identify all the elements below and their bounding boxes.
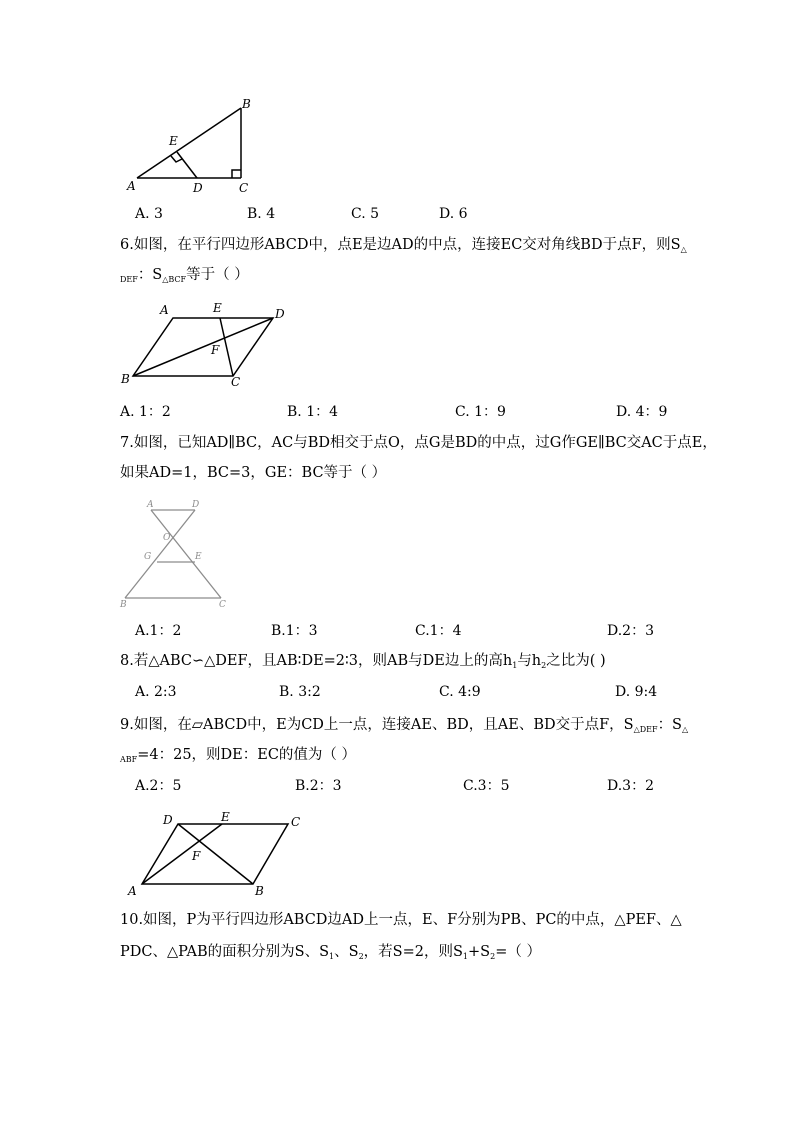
q6-stem-line2: $_{DEF}$：$S_{\triangle BCF}$等于（ ） — [120, 267, 249, 284]
q7-label-b: B — [120, 600, 127, 610]
q7-label-g: G — [144, 552, 152, 562]
q7-option-c[interactable]: C.1：4 — [415, 623, 462, 639]
q6-option-b[interactable]: B. 1：4 — [287, 404, 339, 420]
q5-label-b: B — [242, 97, 251, 111]
q7-option-a[interactable]: A.1：2 — [135, 623, 182, 639]
q9-option-b[interactable]: B.2：3 — [295, 778, 342, 794]
q5-label-e: E — [169, 134, 178, 148]
q9-stem-line2: $_{ABF}$=4：25，则DE：EC的值为（ ） — [120, 747, 357, 764]
q7-label-d: D — [192, 500, 200, 510]
q8-option-b[interactable]: B. 3:2 — [279, 684, 321, 700]
q9-option-d[interactable]: D.3：2 — [607, 778, 654, 794]
q5-label-a: A — [127, 179, 136, 193]
q7-label-a: A — [147, 500, 154, 510]
q7-stem-line2: 如果AD=1，BC=3，GE：BC等于（ ） — [120, 465, 387, 481]
q5-figure — [125, 96, 265, 196]
q9-label-d: D — [163, 813, 173, 827]
q6-label-e: E — [213, 301, 222, 315]
q7-label-c: C — [219, 600, 226, 610]
q7-option-b[interactable]: B.1：3 — [271, 623, 318, 639]
parallelogram-symbol: ▱ — [191, 717, 203, 733]
q9-option-c[interactable]: C.3：5 — [463, 778, 510, 794]
q7-label-e: E — [195, 552, 202, 562]
q5-option-c[interactable]: C. 5 — [351, 206, 380, 222]
q6-label-f: F — [211, 343, 220, 357]
q7-stem-line1: 7.如图，已知AD∥BC，AC与BD相交于点O，点G是BD的中点，过G作GE∥BC交AC于点E， — [120, 435, 717, 451]
q8-option-a[interactable]: A. 2:3 — [135, 684, 177, 700]
q6-option-c[interactable]: C. 1：9 — [455, 404, 506, 420]
q5-label-c: C — [239, 181, 249, 195]
q5-option-a[interactable]: A. 3 — [135, 206, 163, 222]
q9-label-e: E — [221, 810, 230, 824]
q6-figure — [118, 298, 298, 390]
q9-label-b: B — [255, 884, 264, 898]
q7-label-o: O — [163, 533, 171, 543]
q6-label-a: A — [160, 303, 169, 317]
q9-option-a[interactable]: A.2：5 — [135, 778, 182, 794]
q9-stem-line1: 9.如图，在▱ABCD中，E为CD上一点，连接AE、BD，且AE、BD交于点F，$S_{\triangle DEF}$：$S_\triangle$ — [120, 717, 689, 734]
q10-stem-line1: 10.如图，P为平行四边形ABCD边AD上一点，E、F分别为PB、PC的中点，△PEF、△ — [120, 912, 682, 928]
q6-stem-line1: 6.如图，在平行四边形ABCD中，点E是边AD的中点，连接EC交对角线BD于点F，则$S_\triangle$ — [120, 237, 687, 254]
q9-label-a: A — [128, 884, 137, 898]
q7-option-d[interactable]: D.2：3 — [607, 623, 654, 639]
q9-label-c: C — [291, 815, 301, 829]
q8-stem: 8.若△ABC∽△DEF，且AB∶DE=2∶3，则AB与DE边上的高$h_1$与$h_2$之比为( ) — [120, 653, 606, 670]
q10-stem-line2: PDC、△PAB的面积分别为S、$S_1$、$S_2$，若S=2，则$S_1+S_2=$（ ） — [120, 944, 541, 961]
q8-option-d[interactable]: D. 9:4 — [615, 684, 658, 700]
q6-label-d: D — [275, 307, 285, 321]
q7-figure — [115, 496, 235, 612]
q6-option-a[interactable]: A. 1：2 — [120, 404, 171, 420]
q8-option-c[interactable]: C. 4:9 — [439, 684, 481, 700]
q6-option-d[interactable]: D. 4：9 — [616, 404, 668, 420]
q9-figure — [125, 808, 315, 900]
q6-label-b: B — [121, 372, 130, 386]
q9-label-f: F — [192, 849, 201, 863]
q5-label-d: D — [193, 181, 203, 195]
q5-option-b[interactable]: B. 4 — [247, 206, 276, 222]
q5-option-d[interactable]: D. 6 — [439, 206, 468, 222]
q6-label-c: C — [231, 375, 241, 389]
